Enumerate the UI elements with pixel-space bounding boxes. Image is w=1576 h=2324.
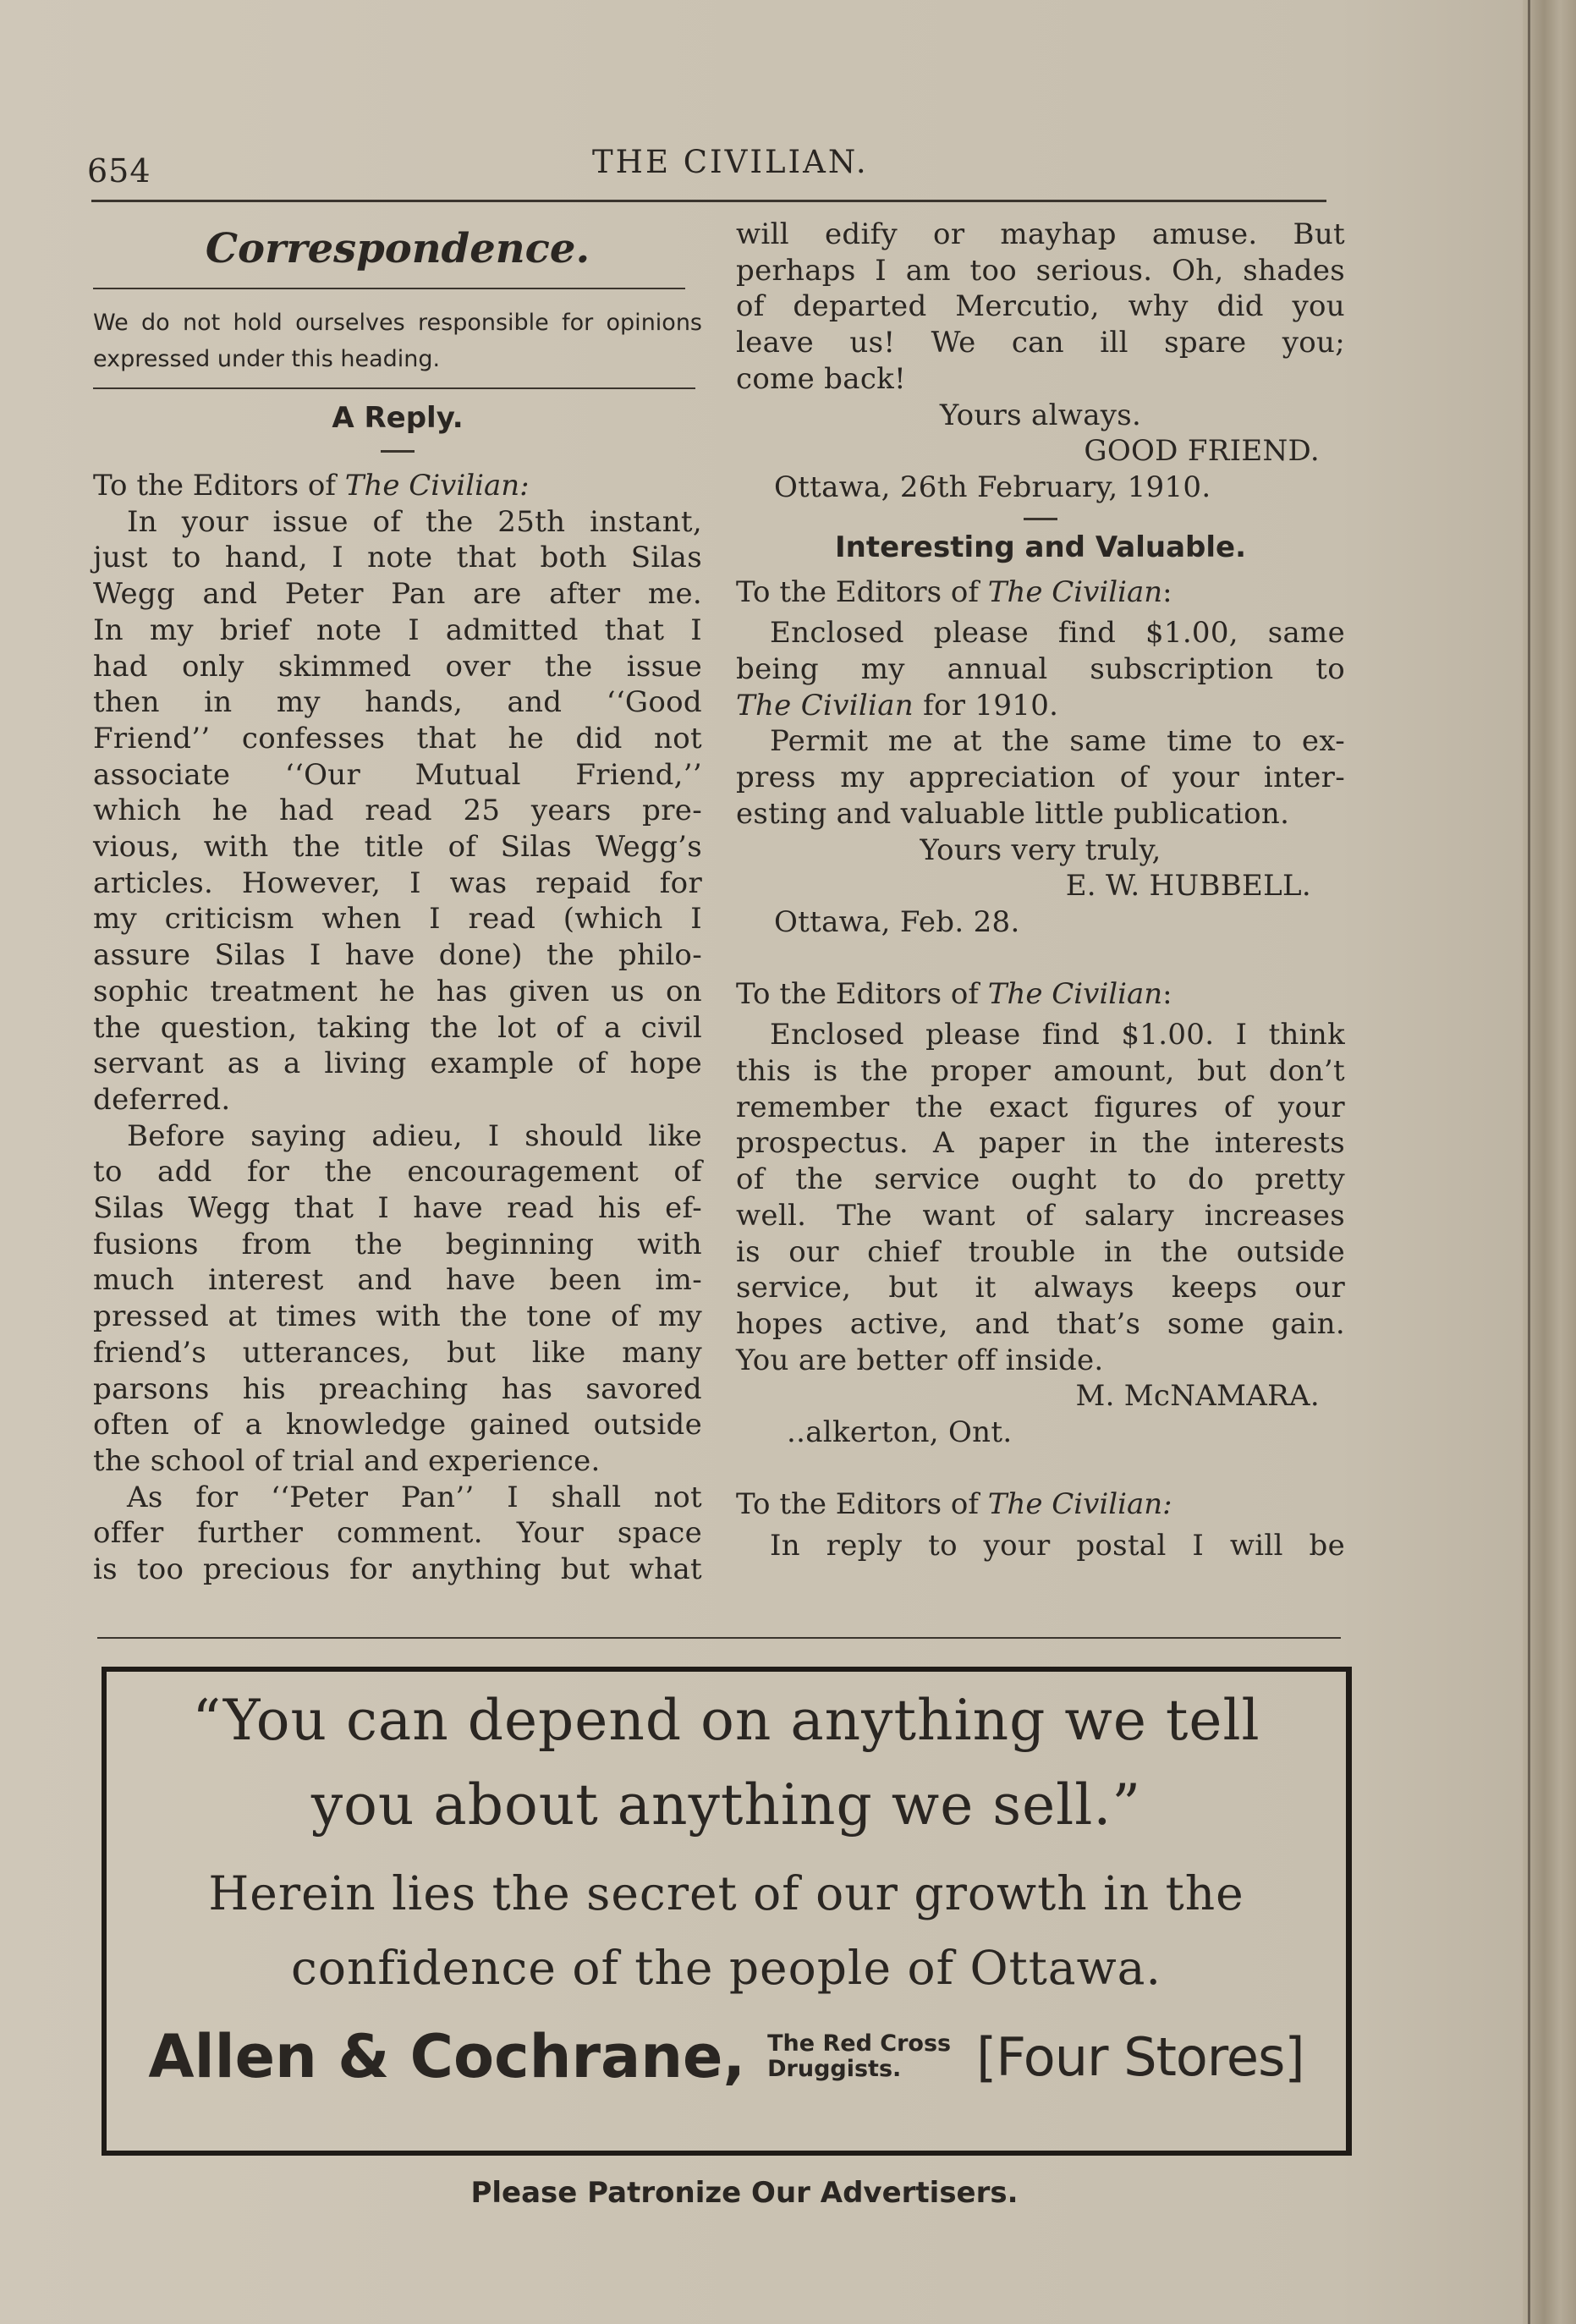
letter1-line: deferred. — [93, 1082, 231, 1117]
letter3-line: prospectus. A paper in the interests — [736, 1126, 1345, 1161]
left-column — [93, 212, 702, 1588]
letter1-line: much interest and have been im- — [93, 1263, 702, 1298]
letter2-line: esting and valuable little publication. — [736, 796, 1290, 831]
letter2-heading: Interesting and Valuable. — [834, 530, 1246, 564]
letter1-line: Friend’’ confesses that he did not — [93, 721, 702, 755]
letter1-line: had only skimmed over the issue — [93, 649, 702, 684]
letter1-line: pressed at times with the tone of my — [93, 1299, 702, 1334]
ad-footer — [107, 2022, 1346, 2091]
letter1-line: will edify or mayhap amuse. But — [736, 217, 1345, 251]
letter1-line: the question, taking the lot of a civil — [93, 1010, 702, 1045]
letter1-line: vious, with the title of Silas Wegg’s — [93, 830, 702, 865]
letter1-line: to add for the encouragement of — [93, 1155, 702, 1189]
letter1-line: which he had read 25 years pre- — [93, 794, 702, 828]
letter3-dateline: ..alkerton, Ont. — [787, 1415, 1013, 1450]
ad-firm-name: Allen & Cochrane, — [148, 2022, 746, 2091]
letter1-line: leave us! We can ill spare you; — [736, 326, 1345, 360]
right-column — [736, 212, 1345, 1563]
letter3-line: hopes active, and that’s some gain. — [736, 1306, 1345, 1341]
letter1-line: Wegg and Peter Pan are after me. — [93, 577, 702, 612]
letter1-line: perhaps I am too serious. Oh, shades — [736, 253, 1345, 288]
ad-tagline-1: The Red Cross — [767, 2030, 952, 2057]
letter1-line: offer further comment. Your space — [93, 1516, 702, 1551]
letter1-line: just to hand, I note that both Silas — [93, 541, 702, 575]
letter2-signature: E. W. HUBBELL. — [1065, 869, 1311, 904]
letter3-line: You are better off inside. — [736, 1343, 1104, 1377]
letter1-line: In your issue of the 25th instant, — [127, 504, 702, 539]
section-title: Correspondence. — [205, 225, 590, 272]
ad-quote-line: you about anything we sell.” — [310, 1772, 1142, 1838]
letter2-line: press my appreciation of your inter- — [736, 761, 1345, 795]
letter1-line: sophic treatment he has given us on — [93, 974, 702, 1008]
letter1-line: In my brief note I admitted that I — [93, 613, 702, 647]
letter1-line: associate ‘‘Our Mutual Friend,’’ — [93, 757, 702, 792]
letter1-line: my criticism when I read (which I — [93, 902, 702, 937]
letter1-line: then in my hands, and ‘‘Good — [93, 685, 702, 720]
section-rule-top — [93, 288, 685, 289]
letter2-body — [736, 723, 1345, 832]
letter1-line: articles. However, I was repaid for — [93, 865, 702, 900]
section-rule-bottom — [93, 387, 695, 389]
ad-stores: [Four Stores] — [976, 2025, 1304, 2088]
letter1-line: friend’s utterances, but like many — [93, 1335, 702, 1370]
letter3-line: Enclosed please find $1.00. I think — [770, 1018, 1345, 1052]
letter2-line: being my annual subscription to — [736, 652, 1345, 687]
column-bottom-rule — [97, 1637, 1341, 1639]
disclaimer: We do not hold ourselves responsible for opinions expressed under this heading. — [93, 310, 702, 372]
letter3-line: is our chief trouble in the outside — [736, 1234, 1345, 1269]
letter1-heading: A Reply. — [332, 401, 464, 435]
letter3-line: service, but it always keeps our — [736, 1271, 1345, 1305]
letter3-body — [736, 1017, 1345, 1378]
letter1-line: Before saying adieu, I should like — [127, 1118, 702, 1153]
letter3-salutation: To the Editors of The Civilian: — [736, 976, 1172, 1011]
ad-quote-line: “You can depend on anything we tell — [192, 1688, 1260, 1753]
letter1-line: As for ‘‘Peter Pan’’ I shall not — [127, 1480, 702, 1514]
letter1-closing: Yours always. — [939, 398, 1142, 432]
letter1-line: of departed Mercutio, why did you — [736, 289, 1345, 324]
letter1-continued — [736, 217, 1345, 398]
letter1-line: often of a knowledge gained outside — [93, 1408, 702, 1442]
letter2-line: The Civilian for 1910. — [736, 688, 1059, 722]
letter3-line: of the service ought to do pretty — [736, 1162, 1345, 1197]
letter2-salutation: To the Editors of The Civilian: — [736, 574, 1172, 609]
ad-tagline — [767, 2031, 951, 2082]
letter1-line: parsons his preaching has savored — [93, 1371, 702, 1406]
letter3-line: this is the proper amount, but don’t — [736, 1054, 1345, 1089]
letter1-signature: GOOD FRIEND. — [1084, 434, 1320, 469]
letter4-line: In reply to your postal I will be — [770, 1528, 1345, 1563]
letter1-dash — [381, 450, 415, 453]
letter1-line: is too precious for anything but what — [93, 1552, 702, 1587]
advertisement-box — [102, 1667, 1352, 2156]
letter3-signature: M. McNAMARA. — [1075, 1379, 1320, 1414]
ad-text-line: confidence of the people of Ottawa. — [291, 1941, 1161, 1995]
letter3-line: remember the exact figures of your — [736, 1090, 1345, 1124]
letter1-line: assure Silas I have done) the philo- — [93, 938, 702, 973]
book-spine — [1523, 0, 1576, 2324]
letter1-dateline: Ottawa, 26th February, 1910. — [774, 470, 1211, 504]
letter4-salutation: To the Editors of The Civilian: — [736, 1486, 1172, 1521]
header-rule — [91, 200, 1326, 202]
letter1-line: Silas Wegg that I have read his ef- — [93, 1191, 702, 1226]
page-number: 654 — [87, 152, 151, 190]
letter2-closing: Yours very truly, — [920, 832, 1161, 867]
letter1-body — [93, 504, 702, 1588]
spine-edge — [1528, 0, 1530, 2324]
letter1-line: fusions from the beginning with — [93, 1227, 702, 1261]
letter1-line: come back! — [736, 361, 907, 396]
footer-note: Please Patronize Our Advertisers. — [470, 2176, 1019, 2210]
letter3-line: well. The want of salary increases — [736, 1198, 1345, 1233]
ad-text-line: Herein lies the secret of our growth in the — [208, 1866, 1244, 1920]
letter2-line: Enclosed please find $1.00, same — [770, 616, 1345, 651]
letter1-line: the school of trial and experience. — [93, 1443, 601, 1478]
ad-tagline-2: Druggists. — [767, 2056, 902, 2082]
letter1-salutation: To the Editors of The Civilian: — [93, 469, 530, 503]
letter2-dash — [1024, 518, 1057, 520]
letter2-line: Permit me at the same time to ex- — [770, 724, 1345, 759]
running-title: THE CIVILIAN. — [592, 144, 869, 180]
letter1-line: servant as a living example of hope — [93, 1047, 702, 1081]
letter2-dateline: Ottawa, Feb. 28. — [774, 904, 1020, 939]
